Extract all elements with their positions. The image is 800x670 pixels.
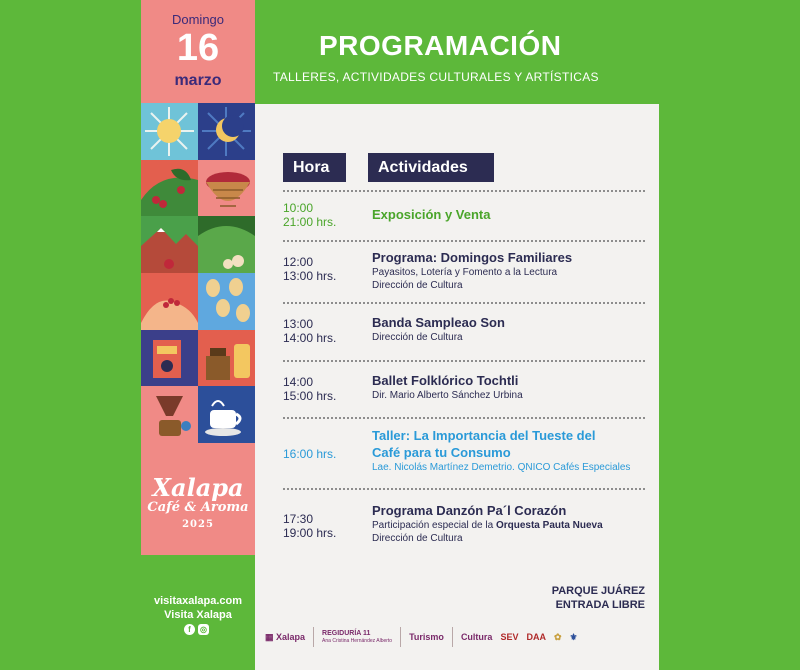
brand-name: Visita Xalapa [164,609,232,621]
row-title: Programa Danzón Pa´l Corazón [372,503,567,518]
row-start-time: 16:00 hrs. [283,447,337,461]
row-start-time: 12:00 [283,255,314,269]
coffee-beans-tile [198,273,255,330]
facebook-icon[interactable]: f [184,624,195,635]
row-title: Taller: La Importancia del Tueste del [372,428,596,443]
social-icons [184,624,209,635]
hill-tile [198,216,255,273]
website-link[interactable]: visitaxalapa.com [153,595,243,607]
row-organizer: Dirección de Cultura [372,533,463,544]
logo-tagline: Café & Aroma [147,500,249,515]
row-end-time: 14:00 hrs. [283,331,337,345]
logo-year: 2025 [182,519,214,530]
orchestra-name: Orquesta Pauta Nueva [495,520,603,531]
venue-entry: ENTRADA LIBRE [555,599,645,611]
sponsor-turismo: Turismo [409,631,444,642]
column-header-activities: Actividades [368,153,494,182]
logo-name: Xalapa [152,473,244,502]
grinder-tile [198,330,255,387]
pour-over-tile [141,386,198,443]
row-title: Exposición y Venta [372,207,491,222]
row-divider [283,417,645,419]
row-title: Banda Sampleao Son [372,315,505,330]
instagram-icon[interactable]: ◎ [198,624,209,635]
row-subtitle: Payasitos, Lotería y Fomento a la Lectura [372,267,558,278]
date-weekday: Domingo [171,12,225,27]
date-month: marzo [174,72,222,89]
row-organizer: Dir. Mario Alberto Sánchez Urbina [372,390,523,401]
row-start-time: 13:00 [283,317,314,331]
sponsor-regiduria: REGIDURÍA 11 Ana Cristina Hernández Alberto [322,629,393,644]
illustration-mosaic [141,103,255,443]
row-start-time: 10:00 [283,201,314,215]
sponsor-seal-icon: ✿ [553,631,562,642]
sponsor-daa: DAA [526,631,546,642]
sponsor-cultura: Cultura [460,631,493,642]
row-organizer: Dirección de Cultura [372,332,463,343]
row-start-time: 17:30 [283,512,314,526]
sun-tile [141,103,198,160]
row-title: Ballet Folklórico Tochtli [372,373,519,388]
event-logo [141,443,255,555]
page-title: PROGRAMACIÓN [319,30,562,61]
page-subtitle: TALLERES, ACTIVIDADES CULTURALES Y ARTÍSTICAS [273,70,599,84]
date-box [141,0,255,103]
sponsor-xalapa: ▦ Xalapa [265,631,306,642]
sponsor-university-icon: ⚜ [569,631,578,642]
row-divider [283,302,645,304]
coffee-plant-tile [141,160,198,217]
row-start-time: 14:00 [283,375,314,389]
divider [400,627,401,647]
mountain-tile [141,216,198,273]
row-title: Programa: Domingos Familiares [372,250,573,265]
venue-name: PARQUE JUÁREZ [551,585,645,597]
date-day: 16 [176,27,220,69]
row-subtitle: Participación especial de la Orquesta Pauta Nueva [372,520,603,531]
divider [313,627,314,647]
hand-beans-tile [141,273,198,330]
schedule-panel [255,104,659,670]
press-tile [141,330,198,387]
row-organizer: Lae. Nicolás Martínez Demetrio. QNICO Cafés Especiales [372,462,631,473]
sponsor-sev: SEV [500,631,519,642]
row-organizer: Dirección de Cultura [372,280,463,291]
moon-tile [198,103,255,160]
sponsor-bar [265,624,649,650]
venue-info [552,584,645,612]
row-divider [283,190,645,192]
row-divider [283,240,645,242]
row-title-line2: Café para tu Consumo [372,445,511,460]
row-end-time: 15:00 hrs. [283,389,337,403]
row-end-time: 19:00 hrs. [283,526,337,540]
coffee-basket-tile [198,160,255,217]
row-divider [283,360,645,362]
left-column [141,0,255,670]
coffee-cup-tile [198,386,255,443]
divider [452,627,453,647]
row-divider [283,488,645,490]
row-end-time: 13:00 hrs. [283,269,337,283]
row-end-time: 21:00 hrs. [283,215,337,229]
column-header-time: Hora [283,153,346,182]
